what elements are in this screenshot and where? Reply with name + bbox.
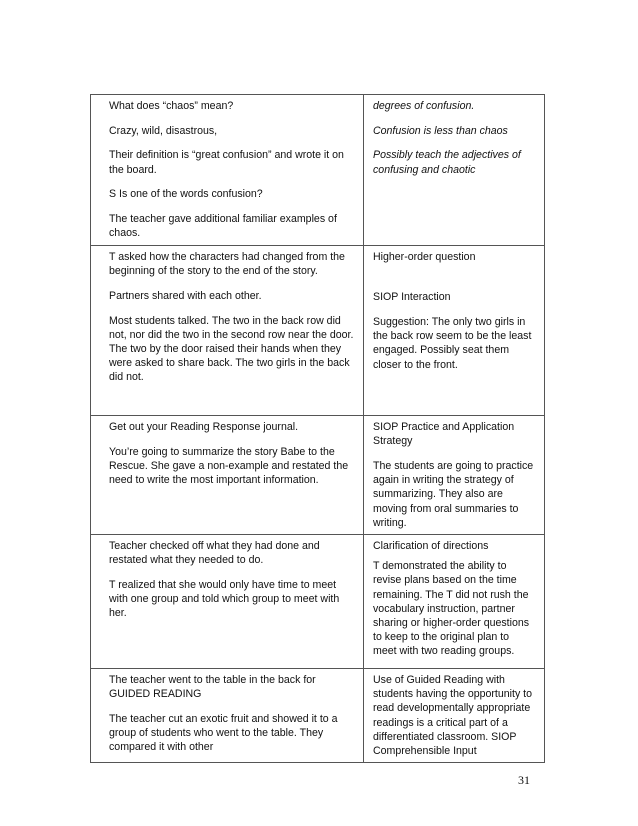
table-row: [91, 95, 545, 246]
note-line: Their definition is “great confusion” and wrote it on the board.: [109, 149, 344, 176]
note-line: Crazy, wild, disastrous,: [109, 124, 218, 137]
note-line: The teacher went to the table in the back for GUIDED READING: [109, 673, 316, 701]
note-line: Get out your Reading Response journal.: [109, 421, 299, 433]
note-line: Use of Guided Reading with students having the opportunity to read developmentally appropriate readings is a critical part of a differentiated classroom. SIOP Comprehensible Input: [373, 673, 533, 757]
note-line: T demonstrated the ability to revise plans based on the time remaining. The T did not rush the vocabulary instruction, partner sharing or higher-order questions to keep to the original plan to meet with two reading groups.: [373, 560, 530, 658]
note-line: Possibly teach the adjectives of confusing and chaotic: [373, 149, 521, 176]
note-line: S Is one of the words confusion?: [109, 188, 263, 201]
note-line: Partners shared with each other.: [109, 289, 262, 302]
table-row: [91, 534, 545, 668]
note-line: You’re going to summarize the story Babe to the Rescue. She gave a non-example and restated the need to write the most important information.: [109, 445, 349, 487]
commentary-cell: [364, 246, 545, 416]
note-line: T realized that she would only have time to meet with one group and told which group to meet with her.: [109, 578, 340, 620]
note-line: degrees of confusion.: [373, 100, 475, 112]
observation-cell: [91, 95, 364, 246]
observation-cell: [91, 416, 364, 535]
observation-notes-table: [90, 94, 545, 763]
note-line: Higher-order question: [373, 251, 476, 263]
note-line: What does “chaos” mean?: [109, 100, 234, 112]
note-line: Clarification of directions: [373, 539, 489, 552]
observation-cell: [91, 246, 364, 416]
note-line: The teacher gave additional familiar examples of chaos.: [109, 213, 337, 240]
table-row: [91, 668, 545, 762]
observation-cell: [91, 668, 364, 762]
observation-cell: [91, 534, 364, 668]
note-line: Teacher checked off what they had done and restated what they needed to do.: [109, 539, 320, 567]
note-line: SIOP Practice and Application Strategy: [373, 421, 515, 448]
table-row: [91, 246, 545, 416]
table-row: [91, 416, 545, 535]
note-line: SIOP Interaction: [373, 291, 451, 304]
commentary-cell: [364, 416, 545, 535]
note-line: T asked how the characters had changed from the beginning of the story to the end of the story.: [109, 251, 345, 278]
note-line: The teacher cut an exotic fruit and showed it to a group of students who went to the table. They compared it with other: [109, 712, 338, 754]
commentary-cell: [364, 95, 545, 246]
note-line: Suggestion: The only two girls in the back row seem to be the least engaged. Possibly seat them closer to the front.: [373, 315, 532, 371]
note-line: Confusion is less than chaos: [373, 124, 508, 137]
page-number: 31: [518, 773, 530, 787]
note-line: The students are going to practice again in writing the strategy of summarizing. They also are moving from oral summaries to writing.: [373, 459, 534, 529]
note-line: Most students talked. The two in the back row did not, nor did the two in the second row near the door. The two by the door raised their hands when they were asked to share back. The two girls in the back did not.: [109, 314, 354, 384]
commentary-cell: [364, 534, 545, 668]
commentary-cell: [364, 668, 545, 762]
